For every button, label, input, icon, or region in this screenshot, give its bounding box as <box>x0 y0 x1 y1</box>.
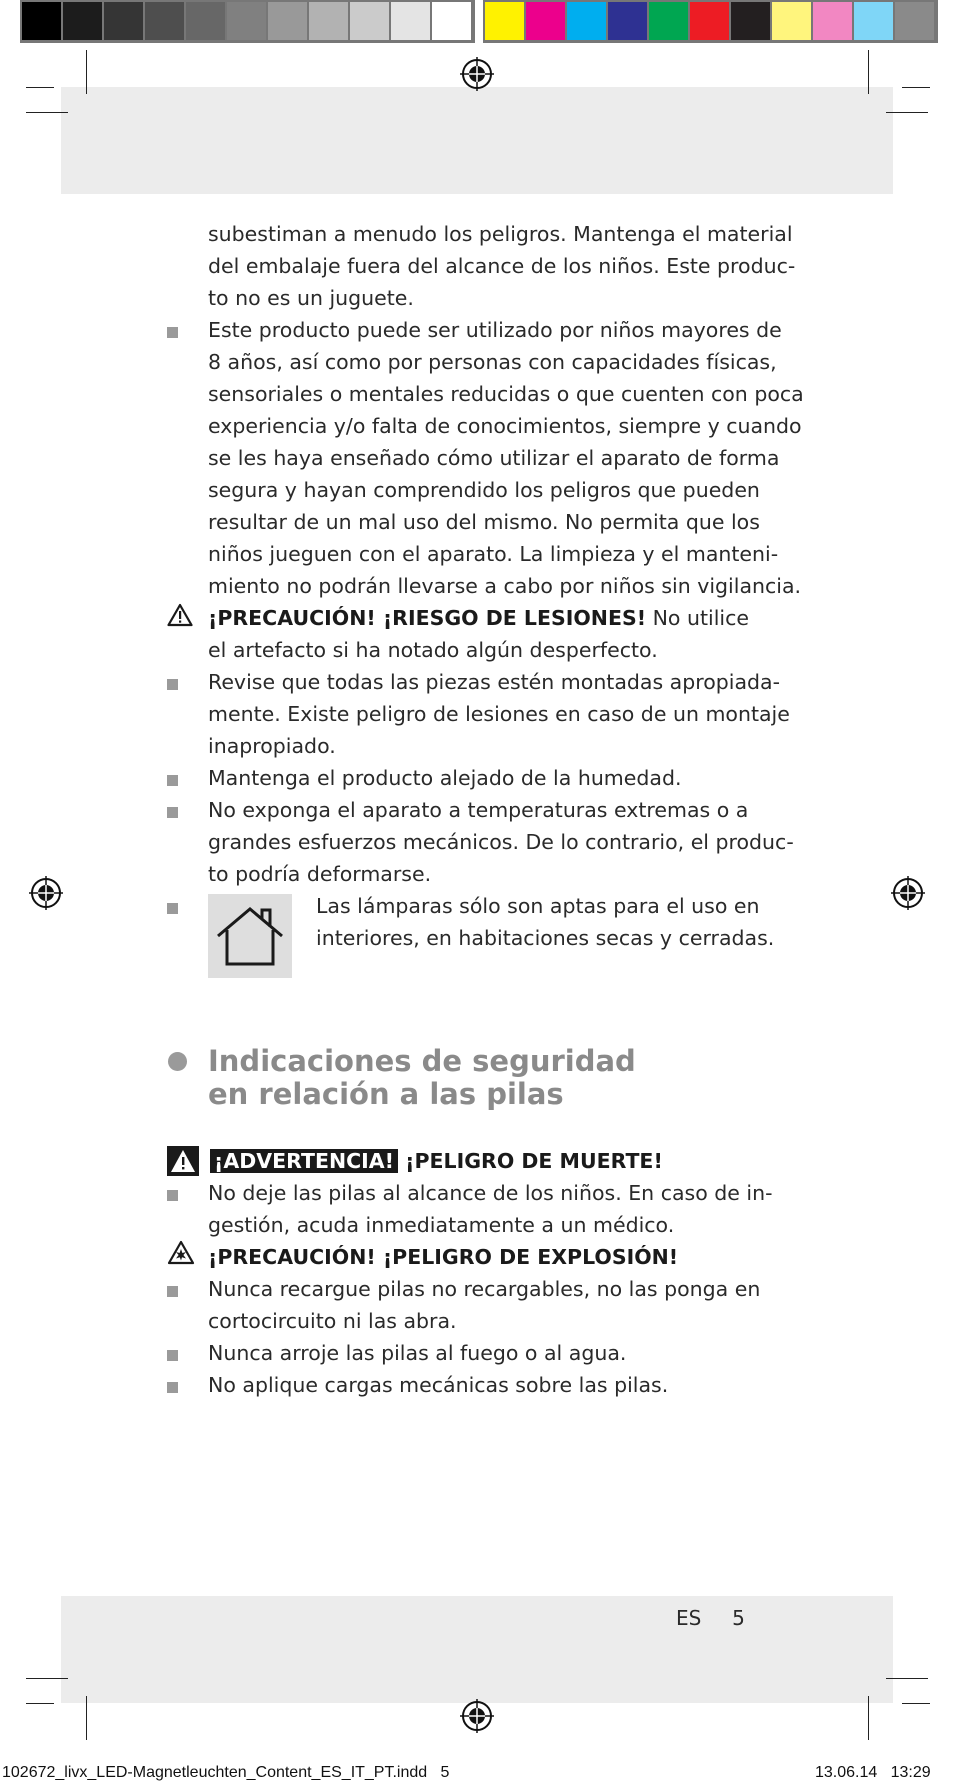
color-swatch <box>690 2 729 40</box>
list-bullet <box>167 1286 178 1297</box>
print-slug-datetime: 13.06.14 13:29 <box>815 1764 931 1781</box>
color-calibration-bar <box>0 0 954 44</box>
text-line: Este producto puede ser utilizado por niños mayores de <box>208 318 782 342</box>
list-bullet <box>167 1382 178 1393</box>
heading-line: Indicaciones de seguridad <box>208 1044 636 1078</box>
registration-mark-icon <box>29 876 63 910</box>
registration-mark-icon <box>891 876 925 910</box>
list-item-mechanical <box>208 1369 788 1401</box>
text-line: Revise que todas las piezas estén montadas apropiada- <box>208 670 781 694</box>
text-line: segura y hayan comprendido los peligros que pueden <box>208 478 760 502</box>
text-line: niños jueguen con el aparato. La limpieza y el manteni- <box>208 542 779 566</box>
color-swatch <box>731 2 770 40</box>
text-line: subestiman a menudo los peligros. Mantenga el material <box>208 222 793 246</box>
color-swatch <box>268 2 307 40</box>
crop-mark <box>902 1703 930 1704</box>
list-bullet <box>167 1350 178 1361</box>
print-slug-filename: 102672_livx_LED-Magnetleuchten_Content_ES_IT_PT.indd 5 <box>2 1764 450 1781</box>
text-line: Mantenga el producto alejado de la humedad. <box>208 766 682 790</box>
registration-mark-icon <box>460 57 494 91</box>
caution-injury-notice <box>208 602 788 666</box>
list-item-children-use <box>208 314 804 602</box>
color-swatch <box>649 2 688 40</box>
color-swatch <box>186 2 225 40</box>
crop-mark <box>868 1696 869 1740</box>
heading-bullet <box>168 1052 187 1071</box>
warning-triangle-icon <box>167 1146 199 1176</box>
house-icon <box>208 894 292 978</box>
list-item-recharge <box>208 1273 788 1337</box>
color-swatch <box>145 2 184 40</box>
text-line: del embalaje fuera del alcance de los niños. Este produc- <box>208 254 796 278</box>
list-item-battery-children <box>208 1177 788 1241</box>
heading-line: en relación a las pilas <box>208 1077 564 1111</box>
list-bullet <box>167 1190 178 1201</box>
crop-mark <box>26 1703 54 1704</box>
caution-text: No utilice <box>646 606 749 630</box>
text-line: experiencia y/o falta de conocimientos, siempre y cuando <box>208 414 802 438</box>
text-line: cortocircuito ni las abra. <box>208 1309 457 1333</box>
color-swatch <box>63 2 102 40</box>
text-line: to no es un juguete. <box>208 286 414 310</box>
text-line: sensoriales o mentales reducidas o que cuenten con poca <box>208 382 804 406</box>
color-swatch <box>227 2 266 40</box>
text-line: No deje las pilas al alcance de los niños. En caso de in- <box>208 1181 773 1205</box>
danger-label: ¡PELIGRO DE MUERTE! <box>398 1149 663 1173</box>
list-bullet <box>167 807 178 818</box>
registration-mark-icon <box>460 1699 494 1733</box>
text-line: gestión, acuda inmediatamente a un médico. <box>208 1213 675 1237</box>
crop-mark <box>868 50 869 94</box>
color-swatch <box>391 2 430 40</box>
page-footer <box>676 1606 745 1630</box>
list-item-assembly <box>208 666 788 762</box>
color-swatch <box>432 2 471 40</box>
text-line: mente. Existe peligro de lesiones en caso de un montaje <box>208 702 790 726</box>
text-line: 8 años, así como por personas con capacidades físicas, <box>208 350 777 374</box>
color-swatch <box>895 2 934 40</box>
text-line: Nunca arroje las pilas al fuego o al agua. <box>208 1341 627 1365</box>
color-swatch <box>608 2 647 40</box>
footer-band <box>61 1596 893 1703</box>
advertencia-badge: ¡ADVERTENCIA! <box>210 1149 398 1173</box>
text-line: miento no podrán llevarse a cabo por niños sin vigilancia. <box>208 574 802 598</box>
color-swatch <box>526 2 565 40</box>
list-item-humidity <box>208 762 788 794</box>
color-swatch <box>854 2 893 40</box>
color-swatch <box>350 2 389 40</box>
list-bullet <box>167 679 178 690</box>
crop-mark <box>886 112 928 113</box>
danger-notice <box>210 1145 790 1177</box>
text-line: el artefacto si ha notado algún desperfecto. <box>208 638 658 662</box>
continued-paragraph <box>208 218 796 314</box>
text-line: to podría deformarse. <box>208 862 432 886</box>
crop-mark <box>86 50 87 94</box>
color-swatch <box>567 2 606 40</box>
color-swatch <box>22 2 61 40</box>
section-heading <box>208 1045 636 1111</box>
text-line: interiores, en habitaciones secas y cerradas. <box>316 926 775 950</box>
text-line: Las lámparas sólo son aptas para el uso en <box>316 894 760 918</box>
crop-mark <box>886 1678 928 1679</box>
header-band <box>61 87 893 194</box>
list-bullet <box>167 327 178 338</box>
text-line: grandes esfuerzos mecánicos. De lo contrario, el produc- <box>208 830 794 854</box>
language-code: ES <box>676 1606 702 1630</box>
list-bullet <box>167 903 178 914</box>
text-line: inapropiado. <box>208 734 336 758</box>
explosion-warning-icon <box>167 1240 195 1265</box>
text-line: Nunca recargue pilas no recargables, no las ponga en <box>208 1277 761 1301</box>
caution-label: ¡PRECAUCIÓN! ¡RIESGO DE LESIONES! <box>208 606 647 630</box>
warning-triangle-icon <box>167 603 193 627</box>
color-swatch <box>104 2 143 40</box>
list-item-fire <box>208 1337 788 1369</box>
caution-label: ¡PRECAUCIÓN! ¡PELIGRO DE EXPLOSIÓN! <box>208 1245 679 1269</box>
list-bullet <box>167 775 178 786</box>
crop-mark <box>26 1678 68 1679</box>
caution-explosion-notice <box>208 1241 788 1273</box>
list-item-indoor <box>316 890 786 954</box>
crop-mark <box>902 87 930 88</box>
text-line: resultar de un mal uso del mismo. No permita que los <box>208 510 760 534</box>
text-line: No exponga el aparato a temperaturas extremas o a <box>208 798 749 822</box>
list-item-temperature <box>208 794 794 890</box>
text-line: se les haya enseñado cómo utilizar el aparato de forma <box>208 446 780 470</box>
color-swatch <box>485 2 524 40</box>
color-swatch <box>309 2 348 40</box>
color-swatch <box>813 2 852 40</box>
text-line: No aplique cargas mecánicas sobre las pilas. <box>208 1373 669 1397</box>
page-number: 5 <box>732 1606 745 1630</box>
crop-mark <box>86 1696 87 1740</box>
color-swatch <box>772 2 811 40</box>
crop-mark <box>26 112 68 113</box>
crop-mark <box>26 87 54 88</box>
